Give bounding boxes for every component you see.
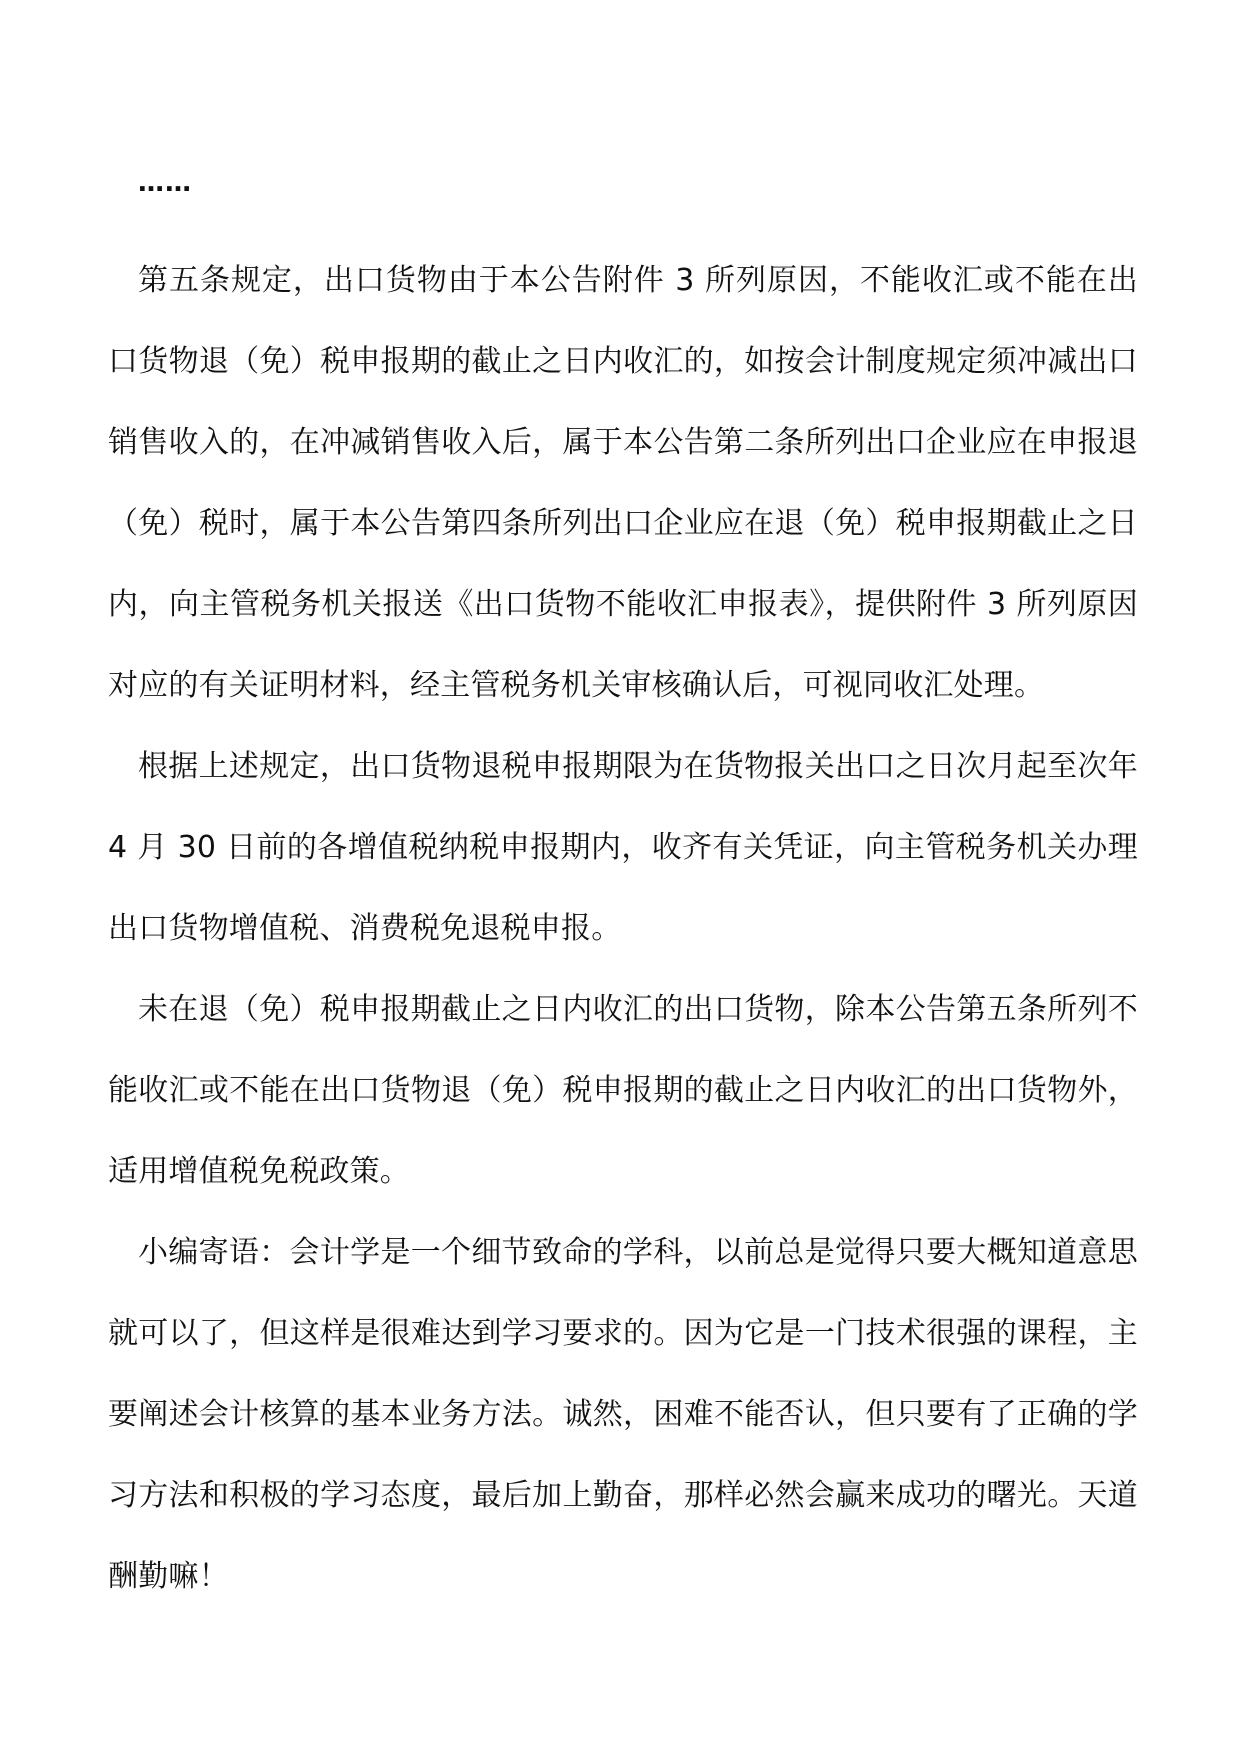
- paragraph-unremitted-goods: 未在退（免）税申报期截止之日内收汇的出口货物，除本公告第五条所列不能收汇或不能在出口货物退（免）税申报期的截止之日内收汇的出口货物外，适用增值税免税政策。: [108, 992, 1138, 1189]
- paragraph-editor-note: 小编寄语：会计学是一个细节致命的学科，以前总是觉得只要大概知道意思就可以了，但这样是很难达到学习要求的。因为它是一门技术很强的课程，主要阐述会计核算的基本业务方法。诚然，困难不能否认，但只要有了正确的学习方法和积极的学习态度，最后加上勤奋，那样必然会赢来成功的曙光。天道酬勤嘛！: [108, 1235, 1138, 1594]
- ellipsis-marker: ……: [138, 168, 192, 198]
- document-body: [108, 240, 1138, 1617]
- paragraph-article-five: 第五条规定，出口货物由于本公告附件 3 所列原因，不能收汇或不能在出口货物退（免）税申报期的截止之日内收汇的，如按会计制度规定须冲减出口销售收入的，在冲减销售收入后，属于本公告第二条所列出口企业应在申报退（免）税时，属于本公告第四条所列出口企业应在退（免）税申报期截止之日内，向主管税务机关报送《出口货物不能收汇申报表》，提供附件 3 所列原因对应的有关证明材料，经主管税务机关审核确认后，可视同收汇处理。: [108, 263, 1138, 703]
- paragraph-declaration-period: 根据上述规定，出口货物退税申报期限为在货物报关出口之日次月起至次年 4 月 30 日前的各增值税纳税申报期内，收齐有关凭证，向主管税务机关办理出口货物增值税、消费税免退税申报。: [108, 749, 1138, 946]
